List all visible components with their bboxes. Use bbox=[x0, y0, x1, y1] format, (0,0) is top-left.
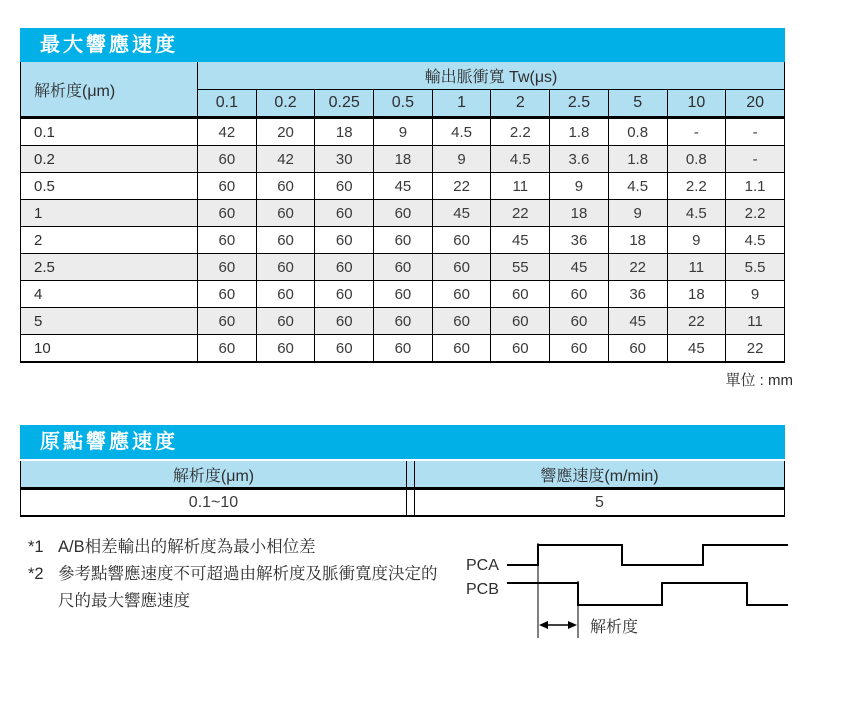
speed-cell: 60 bbox=[432, 254, 491, 281]
speed-cell: 60 bbox=[315, 173, 374, 200]
resolution-cell: 2.5 bbox=[21, 254, 198, 281]
speed-cell: 36 bbox=[550, 227, 609, 254]
resolution-cell: 0.5 bbox=[21, 173, 198, 200]
speed-cell: 60 bbox=[491, 308, 550, 335]
speed-cell: 9 bbox=[550, 173, 609, 200]
speed-cell: 60 bbox=[432, 227, 491, 254]
speed-cell: 60 bbox=[256, 281, 315, 308]
speed-cell: 60 bbox=[256, 254, 315, 281]
footnote-marker bbox=[28, 588, 58, 615]
max-speed-row bbox=[21, 200, 785, 227]
speed-cell: 60 bbox=[198, 335, 257, 363]
arrowhead-left-icon bbox=[539, 621, 548, 629]
speed-cell: 0.8 bbox=[608, 118, 667, 146]
speed-cell: 60 bbox=[198, 281, 257, 308]
resolution-column-header: 解析度(μm) bbox=[21, 62, 198, 118]
speed-cell: 3.6 bbox=[550, 146, 609, 173]
speed-cell: 60 bbox=[550, 308, 609, 335]
max-speed-section-title bbox=[20, 28, 785, 62]
speed-cell: 60 bbox=[374, 308, 433, 335]
speed-cell: 60 bbox=[432, 335, 491, 363]
speed-cell: 60 bbox=[491, 281, 550, 308]
speed-cell: 11 bbox=[667, 254, 726, 281]
max-speed-section bbox=[20, 28, 793, 390]
max-speed-row bbox=[21, 281, 785, 308]
double-line-separator bbox=[407, 461, 415, 489]
resolution-cell: 1 bbox=[21, 200, 198, 227]
speed-cell: 18 bbox=[315, 118, 374, 146]
speed-cell: 2.2 bbox=[726, 200, 785, 227]
resolution-cell: 10 bbox=[21, 335, 198, 363]
speed-cell: 60 bbox=[256, 227, 315, 254]
speed-cell: 60 bbox=[550, 281, 609, 308]
max-speed-row bbox=[21, 146, 785, 173]
max-speed-title-text: 最大響應速度 bbox=[40, 34, 178, 56]
resolution-cell: 5 bbox=[21, 308, 198, 335]
pulse-width-column-header: 10 bbox=[667, 90, 726, 118]
pulse-width-group-row bbox=[21, 62, 785, 90]
max-speed-table bbox=[20, 62, 785, 363]
speed-cell: 60 bbox=[315, 335, 374, 363]
origin-resolution-header: 解析度(μm) bbox=[21, 461, 407, 489]
speed-cell: 18 bbox=[608, 227, 667, 254]
speed-cell: 60 bbox=[432, 308, 491, 335]
speed-cell: 30 bbox=[315, 146, 374, 173]
pcb-waveform bbox=[507, 583, 788, 605]
speed-cell: 60 bbox=[374, 200, 433, 227]
origin-speed-header: 響應速度(m/min) bbox=[415, 461, 785, 489]
signal-pca-label: PCA bbox=[466, 557, 499, 574]
speed-cell: 60 bbox=[315, 281, 374, 308]
speed-cell: 11 bbox=[726, 308, 785, 335]
pulse-width-column-header: 0.5 bbox=[374, 90, 433, 118]
max-speed-row bbox=[21, 118, 785, 146]
footnote-2-continued bbox=[28, 588, 458, 615]
unit-note: 單位 : mm bbox=[725, 372, 793, 389]
speed-cell: 60 bbox=[550, 335, 609, 363]
speed-cell: 9 bbox=[726, 281, 785, 308]
pulse-width-column-header: 0.2 bbox=[256, 90, 315, 118]
speed-cell: 60 bbox=[432, 281, 491, 308]
footnote-text: 參考點響應速度不可超過由解析度及脈衝寬度決定的 bbox=[58, 565, 438, 583]
origin-speed-table bbox=[20, 461, 785, 517]
resolution-cell: 4 bbox=[21, 281, 198, 308]
speed-cell: 9 bbox=[374, 118, 433, 146]
speed-cell: 2.2 bbox=[491, 118, 550, 146]
speed-cell: - bbox=[726, 146, 785, 173]
resolution-cell: 2 bbox=[21, 227, 198, 254]
speed-cell: 42 bbox=[198, 118, 257, 146]
speed-cell: 45 bbox=[491, 227, 550, 254]
timing-diagram bbox=[450, 528, 800, 660]
arrowhead-right-icon bbox=[568, 621, 577, 629]
speed-cell: 60 bbox=[608, 335, 667, 363]
speed-cell: 4.5 bbox=[432, 118, 491, 146]
origin-speed-section bbox=[20, 425, 785, 517]
speed-cell: 22 bbox=[667, 308, 726, 335]
speed-cell: 18 bbox=[550, 200, 609, 227]
origin-speed-table-head bbox=[21, 461, 785, 489]
pulse-width-column-header: 1 bbox=[432, 90, 491, 118]
speed-cell: 22 bbox=[491, 200, 550, 227]
speed-cell: 4.5 bbox=[608, 173, 667, 200]
speed-cell: 45 bbox=[432, 200, 491, 227]
speed-cell: 60 bbox=[256, 200, 315, 227]
speed-cell: 22 bbox=[608, 254, 667, 281]
pca-waveform bbox=[507, 545, 788, 565]
speed-cell: 60 bbox=[198, 173, 257, 200]
speed-cell: 60 bbox=[374, 281, 433, 308]
speed-cell: 60 bbox=[374, 254, 433, 281]
speed-cell: - bbox=[667, 118, 726, 146]
speed-cell: 60 bbox=[315, 227, 374, 254]
resolution-dimension-label: 解析度 bbox=[590, 619, 639, 636]
speed-cell: 1.8 bbox=[608, 146, 667, 173]
speed-cell: 22 bbox=[432, 173, 491, 200]
speed-cell: 42 bbox=[256, 146, 315, 173]
footnote-marker: *1 bbox=[28, 538, 44, 556]
max-speed-row bbox=[21, 308, 785, 335]
speed-cell: 60 bbox=[256, 308, 315, 335]
speed-cell: 11 bbox=[491, 173, 550, 200]
speed-cell: 45 bbox=[667, 335, 726, 363]
max-speed-row bbox=[21, 173, 785, 200]
speed-cell: 60 bbox=[198, 254, 257, 281]
origin-speed-section-title bbox=[20, 425, 785, 459]
speed-cell: 22 bbox=[726, 335, 785, 363]
speed-cell: 1.8 bbox=[550, 118, 609, 146]
speed-cell: 5.5 bbox=[726, 254, 785, 281]
speed-cell: 60 bbox=[198, 227, 257, 254]
speed-cell: 60 bbox=[315, 254, 374, 281]
pulse-width-column-header: 20 bbox=[726, 90, 785, 118]
speed-cell: 4.5 bbox=[726, 227, 785, 254]
origin-speed-header-row bbox=[21, 461, 785, 489]
speed-cell: 60 bbox=[198, 200, 257, 227]
pulse-width-column-header: 0.1 bbox=[198, 90, 257, 118]
double-line-separator bbox=[407, 489, 415, 517]
resolution-cell: 0.2 bbox=[21, 146, 198, 173]
origin-speed-title-text: 原點響應速度 bbox=[40, 431, 178, 453]
speed-cell: 60 bbox=[256, 173, 315, 200]
max-speed-row bbox=[21, 335, 785, 363]
resolution-cell: 0.1 bbox=[21, 118, 198, 146]
footnote-1 bbox=[28, 534, 458, 561]
pulse-width-column-header: 0.25 bbox=[315, 90, 374, 118]
speed-cell: 60 bbox=[198, 308, 257, 335]
footnote-marker: *2 bbox=[28, 565, 44, 583]
footnotes bbox=[28, 534, 458, 615]
speed-cell: 45 bbox=[550, 254, 609, 281]
pulse-width-column-header: 2.5 bbox=[550, 90, 609, 118]
signal-pcb-label: PCB bbox=[466, 581, 499, 598]
speed-cell: 60 bbox=[256, 335, 315, 363]
origin-speed-table-body bbox=[21, 489, 785, 517]
speed-cell: 0.8 bbox=[667, 146, 726, 173]
speed-cell: 60 bbox=[374, 335, 433, 363]
pulse-width-group-header: 輸出脈衝寬 Tw(μs) bbox=[198, 62, 785, 90]
speed-cell: 20 bbox=[256, 118, 315, 146]
speed-cell: 18 bbox=[667, 281, 726, 308]
speed-cell: 2.2 bbox=[667, 173, 726, 200]
speed-cell: 1.1 bbox=[726, 173, 785, 200]
origin-resolution-value: 0.1~10 bbox=[21, 489, 407, 517]
speed-cell: 60 bbox=[198, 146, 257, 173]
speed-cell: 55 bbox=[491, 254, 550, 281]
origin-speed-data-row bbox=[21, 489, 785, 517]
speed-cell: 4.5 bbox=[491, 146, 550, 173]
speed-cell: 45 bbox=[608, 308, 667, 335]
speed-cell: 4.5 bbox=[667, 200, 726, 227]
footnote-text: A/B相差輸出的解析度為最小相位差 bbox=[58, 538, 316, 556]
footnote-text: 尺的最大響應速度 bbox=[58, 592, 190, 610]
speed-cell: 60 bbox=[315, 308, 374, 335]
speed-cell: 18 bbox=[374, 146, 433, 173]
footnote-2 bbox=[28, 561, 458, 588]
speed-cell: 45 bbox=[374, 173, 433, 200]
speed-cell: - bbox=[726, 118, 785, 146]
max-speed-row bbox=[21, 227, 785, 254]
pulse-width-column-header: 2 bbox=[491, 90, 550, 118]
speed-cell: 60 bbox=[315, 200, 374, 227]
speed-cell: 9 bbox=[432, 146, 491, 173]
max-speed-row bbox=[21, 254, 785, 281]
speed-cell: 9 bbox=[667, 227, 726, 254]
max-speed-table-body bbox=[21, 118, 785, 363]
speed-cell: 60 bbox=[374, 227, 433, 254]
pulse-width-column-header: 5 bbox=[608, 90, 667, 118]
speed-cell: 36 bbox=[608, 281, 667, 308]
speed-cell: 9 bbox=[608, 200, 667, 227]
max-speed-table-head bbox=[21, 62, 785, 118]
origin-speed-value: 5 bbox=[415, 489, 785, 517]
speed-cell: 60 bbox=[491, 335, 550, 363]
